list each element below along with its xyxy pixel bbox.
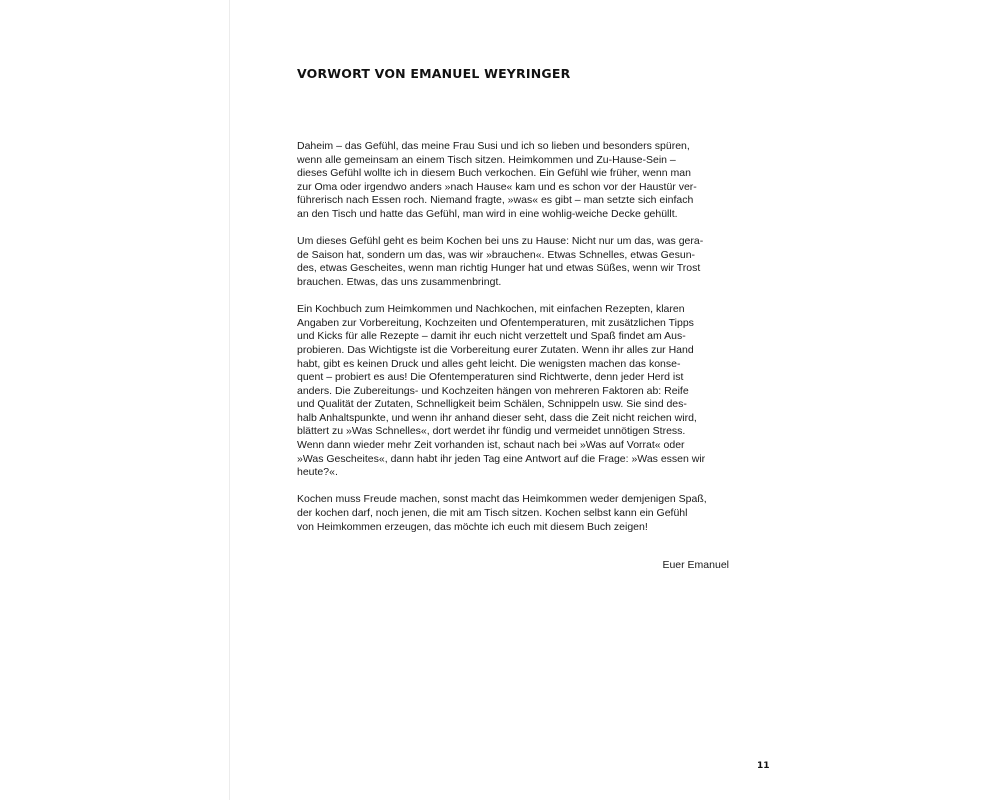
text-line: heute?«. xyxy=(297,466,338,479)
text-line: des, etwas Gescheites, wenn man richtig Hunger hat und etwas Süßes, wenn wir Trost xyxy=(297,262,701,275)
text-line: an den Tisch und hatte das Gefühl, man wird in eine wohlig-weiche Decke gehüllt. xyxy=(297,207,678,220)
text-line: Kochen muss Freude machen, sonst macht das Heimkommen weder demjenigen Spaß, xyxy=(297,493,707,506)
text-line: de Saison hat, sondern um das, was wir »brauchen«. Etwas Schnelles, etwas Gesun- xyxy=(297,248,696,261)
text-line: dieses Gefühl wollte ich in diesem Buch verkochen. Ein Gefühl wie früher, wenn man xyxy=(297,167,691,180)
text-line: halb Anhaltspunkte, und wenn ihr anhand dieser seht, dass die Zeit nicht reichen wird, xyxy=(297,411,697,424)
text-line: zur Oma oder irgendwo anders »nach Hause« kam und es schon vor der Haustür ver- xyxy=(297,180,697,193)
text-line: probieren. Das Wichtigste ist die Vorbereitung eurer Zutaten. Wenn ihr alles zur Hand xyxy=(297,343,694,356)
text-line: und Qualität der Zutaten, Schnelligkeit beim Schälen, Schnippeln usw. Sie sind des- xyxy=(297,398,687,411)
paragraph-3 xyxy=(297,303,737,480)
text-line: Angaben zur Vorbereitung, Kochzeiten und Ofentemperaturen, mit zusätzlichen Tipps xyxy=(297,316,694,329)
paragraph-1 xyxy=(297,140,737,222)
text-line: Wenn dann wieder mehr Zeit vorhanden ist, schaut nach bei »Was auf Vorrat« oder xyxy=(297,439,685,452)
text-line: »Was Gescheites«, dann habt ihr jeden Tag eine Antwort auf die Frage: »Was essen wir xyxy=(297,452,706,465)
foreword-body xyxy=(297,140,737,548)
text-line: anders. Die Zubereitungs- und Kochzeiten hängen von mehreren Faktoren ab: Reife xyxy=(297,384,689,397)
text-line: von Heimkommen erzeugen, das möchte ich euch mit diesem Buch zeigen! xyxy=(297,520,648,533)
text-line: brauchen. Etwas, das uns zusammenbringt. xyxy=(297,275,502,288)
text-line: der kochen darf, noch jenen, die mit am Tisch sitzen. Kochen selbst kann ein Gefühl xyxy=(297,507,688,520)
text-line: blättert zu »Was Schnelles«, dort werdet ihr fündig und vermeidet unnötigen Stress. xyxy=(297,425,686,438)
paragraph-4 xyxy=(297,493,737,534)
text-line: wenn alle gemeinsam an einem Tisch sitzen. Heimkommen und Zu-Hause-Sein – xyxy=(297,153,676,166)
page-gutter-line xyxy=(229,0,230,800)
signature: Euer Emanuel xyxy=(662,559,729,571)
text-line: Ein Kochbuch zum Heimkommen und Nachkochen, mit einfachen Rezepten, klaren xyxy=(297,303,685,316)
text-line: quent – probiert es aus! Die Ofentemperaturen sind Richtwerte, denn jeder Herd ist xyxy=(297,371,684,384)
page-number: 11 xyxy=(757,761,770,771)
page-title: VORWORT VON EMANUEL WEYRINGER xyxy=(297,66,571,81)
text-line: habt, gibt es keinen Druck und alles geht leicht. Die wenigsten machen das konse- xyxy=(297,357,681,370)
text-line: führerisch nach Essen roch. Niemand fragte, »was« es gibt – man setzte sich einfach xyxy=(297,194,694,207)
paragraph-2 xyxy=(297,235,737,289)
text-line: Daheim – das Gefühl, das meine Frau Susi und ich so lieben und besonders spüren, xyxy=(297,140,690,152)
text-line: Um dieses Gefühl geht es beim Kochen bei uns zu Hause: Nicht nur um das, was gera- xyxy=(297,235,704,248)
text-line: und Kicks für alle Rezepte – damit ihr euch nicht verzettelt und Spaß findet am Aus- xyxy=(297,330,686,343)
